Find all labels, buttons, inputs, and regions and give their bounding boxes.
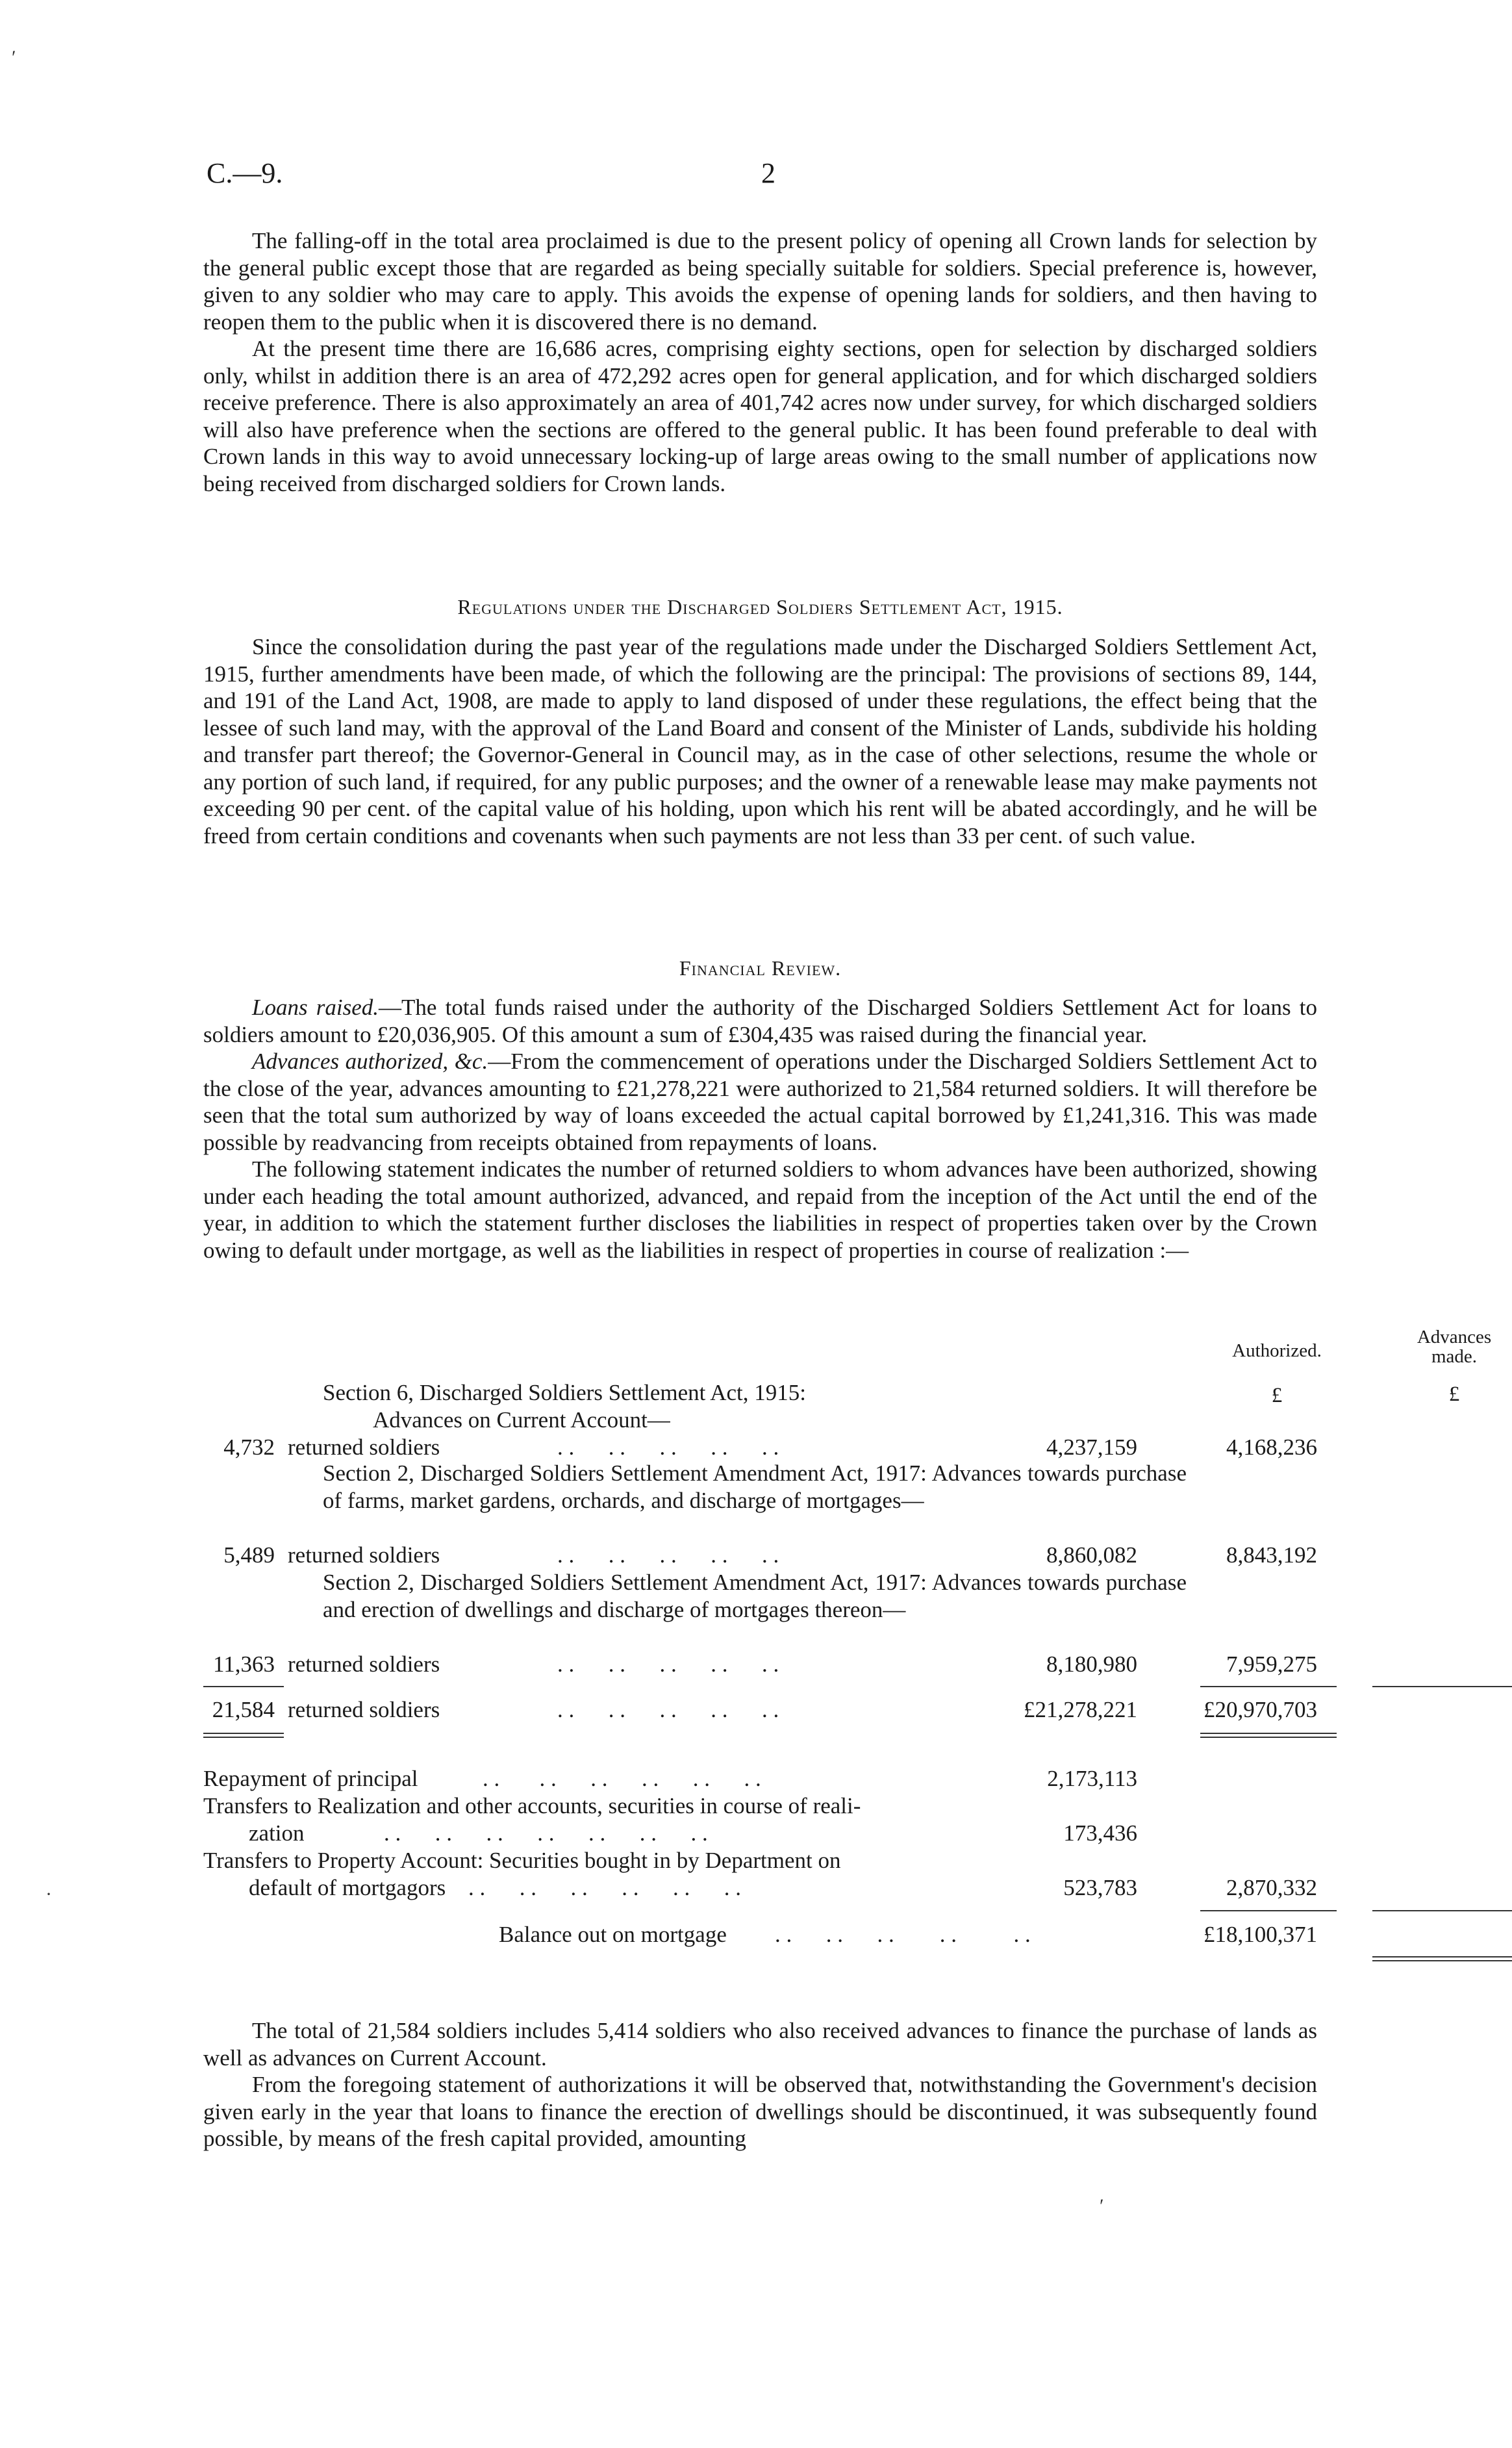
balance-top-rule [1372,1910,1512,1911]
balance-value: £18,100,371 [1203,1922,1317,1947]
column-header-authorized: Authorized. [1232,1340,1322,1361]
table-row [203,1434,1317,1461]
count-subtotal-rule [203,1686,284,1687]
total-advanced: £20,970,703 [1203,1697,1317,1722]
authorized-subtotal-rule [1200,1686,1337,1687]
balance-row [203,1921,1317,1948]
regulations-section [203,633,1317,849]
transfers-realization-label-cont: zation [249,1820,305,1846]
transfers-property-row-cont [203,1874,1317,1902]
closing-section [203,2017,1317,2152]
repayment-row [203,1765,1317,1792]
leader-dots: . . . . . . . . . . [557,1542,779,1568]
statement-paragraph: The following statement indicates the number of returned soldiers to whom advances have been authorized, showing under each heading the total amount authorized, advanced, and repaid from the inception of the Act until the end of the year, in addition to which the statement further discloses the liabilities in respect of properties taken over by the Crown owing to default under mortgage, as well as the liabilities in respect of properties in course of realization :— [203,1156,1317,1263]
transfers-property-label: Transfers to Property Account: Securities bought in by Department on [203,1848,841,1873]
scan-mark: ʹ [1100,2195,1104,2217]
leader-dots: . . . . . . . . . . [557,1697,779,1722]
deductions-total: 2,870,332 [1226,1875,1317,1900]
intro-section [203,227,1317,497]
section-2b-heading: Section 2, Discharged Soldiers Settlement Amendment Act, 1917: Advances towards purchase and erection of dwellings and discharge of mortgages thereon— [323,1570,1187,1622]
currency-symbol-advances: £ [1448,1383,1460,1406]
row-advanced: 8,843,192 [1226,1542,1317,1568]
deductions-rule [1200,1910,1337,1911]
advances-paragraph [203,1048,1317,1156]
total-count: 21,584 [212,1697,275,1722]
total-row [203,1696,1317,1724]
currency-symbol-authorized: £ [1271,1384,1283,1407]
transfers-property-label-cont: default of mortgagors [249,1875,446,1900]
loans-text: —The total funds raised under the authority of the Discharged Soldiers Settlement Act for loans to soldiers amount to £20,036,905. Of this amount a sum of £304,435 was raised during the financial year. [203,995,1317,1047]
transfers-property-row [203,1847,1317,1874]
balance-double-rule [1372,1956,1512,1961]
row-label: returned soldiers [288,1542,440,1568]
section-6-heading: Section 6, Discharged Soldiers Settlement Act, 1915: [323,1380,806,1405]
repayment-label: Repayment of principal [203,1766,418,1791]
leader-dots: . . . . . . . . . . [557,1651,779,1677]
regulations-heading: Regulations under the Discharged Soldiers Settlement Act, 1915. [457,595,1063,618]
closing-paragraph-1: The total of 21,584 soldiers includes 5,414 soldiers who also received advances to finance the purchase of lands as well as advances on Current Account. [203,2018,1317,2071]
closing-paragraph-2: From the foregoing statement of authorizations it will be observed that, notwithstanding the Government's decision given early in the year that loans to finance the erection of dwellings should be discontinued, it was subsequently found possible, by means of the fresh capital provided, amounting [203,2072,1317,2151]
intro-paragraph-2: At the present time there are 16,686 acres, comprising eighty sections, open for selection by discharged soldiers only, whilst in addition there is an area of 472,292 acres open for general application, and for which discharged soldiers receive preference. There is also approximately an area of 401,742 acres now under survey, for which discharged soldiers will also have preference when the sections are offered to the general public. It has been found preferable to deal with Crown lands in this way to avoid unnecessary locking-up of large areas owing to the small number of applications now being received from discharged soldiers for Crown lands. [203,336,1317,496]
transfers-realization-row [203,1792,1317,1820]
leader-dots: . . . . . . . . . . [557,1434,779,1460]
intro-paragraph-1: The falling-off in the total area proclaimed is due to the present policy of opening all Crown lands for selection by the general public except those that are regarded as being specially suitable for soldiers. Special preference is, however, given to any soldier who may care to apply. This avoids the expense of opening lands for soldiers, and then having to reopen them to the public when it is discovered there is no demand. [203,228,1317,335]
row-count: 11,363 [213,1651,275,1677]
scan-mark: ʹ [12,47,16,68]
page-number: 2 [761,157,775,189]
row-authorized: 8,860,082 [1046,1542,1137,1568]
financial-section [203,994,1317,1264]
row-label: returned soldiers [288,1434,440,1460]
section-6-subheading: Advances on Current Account— [373,1407,670,1433]
row-count: 4,732 [223,1434,275,1460]
scan-mark: · [45,1883,52,1905]
table-row [203,1542,1317,1569]
authorized-total-double-rule [1200,1733,1337,1738]
regulations-paragraph: Since the consolidation during the past year of the regulations made under the Discharged Soldiers Settlement Act, 1915, further amendments have been made, of which the following are the principal: The provisions of sections 89, 144, and 191 of the Land Act, 1908, are made to apply to land disposed of under these regulations, the effect being that the lessee of such land may, with the approval of the Land Board and consent of the Minister of Lands, subdivide his holding and transfer part thereof; the Governor-General in Council may, as in the case of other selections, resume the whole or any portion of such land, if required, for any public purposes; and the owner of a renewable lease may make payments not exceeding 90 per cent. of the capital value of his holding, upon which his rent will be abated accordingly, and he will be freed from certain conditions and covenants when such payments are not less than 33 per cent. of such value. [203,634,1317,848]
row-advanced: 4,168,236 [1226,1434,1317,1460]
advances-subtotal-rule [1372,1686,1512,1687]
transfers-realization-value: 173,436 [1063,1820,1137,1846]
leader-dots: . . . . . . . . . . . . . . [384,1820,708,1846]
section-2a-heading: Section 2, Discharged Soldiers Settlement Amendment Act, 1917: Advances towards purchase of farms, market gardens, orchards, and discharge of mortgages— [323,1460,1187,1513]
total-authorized: £21,278,221 [1024,1697,1137,1722]
financial-table [203,1327,1492,2004]
leader-dots: . . . . . . . . . . [775,1922,1031,1947]
table-row [203,1651,1317,1678]
row-authorized: 4,237,159 [1046,1434,1137,1460]
loans-paragraph [203,994,1317,1048]
repayment-value: 2,173,113 [1047,1766,1137,1791]
count-total-double-rule [203,1733,284,1738]
transfers-property-value: 523,783 [1063,1875,1137,1900]
transfers-realization-row-cont [203,1820,1317,1847]
column-header-advances: Advances made. [1417,1327,1492,1367]
leader-dots: . . . . . . . . . . . . [468,1875,741,1900]
balance-label: Balance out on mortgage [499,1922,727,1947]
financial-heading: Financial Review. [679,956,842,980]
row-label: returned soldiers [288,1651,440,1677]
row-authorized: 8,180,980 [1046,1651,1137,1677]
document-code: C.—9. [207,157,283,189]
row-count: 5,489 [223,1542,275,1568]
transfers-realization-label: Transfers to Realization and other accounts, securities in course of reali- [203,1793,861,1818]
leader-dots: . . . . . . . . . . . . [483,1766,761,1791]
loans-label: Loans raised. [252,995,379,1020]
advances-text: —From the commencement of operations under the Discharged Soldiers Settlement Act to the close of the year, advances amounting to £21,278,221 were authorized to 21,584 returned soldiers. It will therefore be seen that the total sum authorized by way of loans exceeded the actual capital borrowed by £1,241,316. This was made possible by readvancing from receipts obtained from repayments of loans. [203,1049,1317,1155]
advances-label: Advances authorized, &c. [252,1049,488,1074]
total-label: returned soldiers [288,1697,440,1722]
row-advanced: 7,959,275 [1226,1651,1317,1677]
